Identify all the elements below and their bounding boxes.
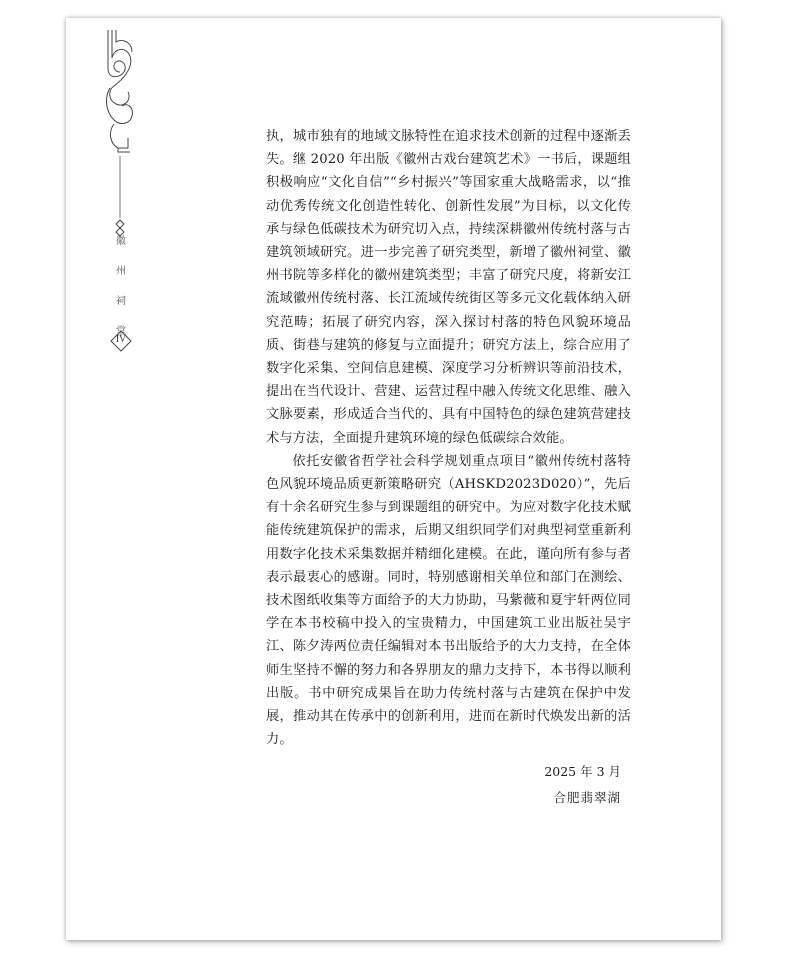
- paragraph-2: 依托安徽省哲学社会科学规划重点项目“徽州传统村落特色风貌环境品质更新策略研究（AHSKD2023D020）”，先后有十余名研究生参与到课题组的研究中。为应对数字化技术赋能传统建筑保护的需求，后期又组织同学们对典型祠堂重新利用数字化技术采集数据并精细化建模。在此，谨向所有参与者表示最衷心的感谢。同时，特别感谢相关单位和部门在测绘、技术图纸收集等方面给予的大力协助，马紫薇和夏宇轩两位同学在本书校稿中投入的宝贵精力，中国建筑工业出版社吴宇江、陈夕涛两位责任编辑对本书出版给予的大力支持，在全体师生坚持不懈的努力和各界朋友的鼎力支持下，本书得以顺利出版。书中研究成果旨在助力传统村落与古建筑在保护中发展，推动其在传承中的创新利用，进而在新时代焕发出新的活力。: [266, 453, 631, 748]
- body-text: [266, 125, 631, 751]
- signature-date: 2025 年 3 月: [544, 764, 621, 779]
- runner-char-2: 州: [116, 266, 126, 277]
- paragraph-1: 执，城市独有的地域文脉特性在追求技术创新的过程中逐渐丢失。继 2020 年出版《徽州古戏台建筑艺术》一书后，课题组积极响应“文化自信”“乡村振兴”等国家重大战略需求，以“推动优秀传统文化创造性转化、创新性发展”为目标，以文化传承与绿色低碳技术为研究切入点，持续深耕徽州传统村落与古建筑领域研究。进一步完善了研究类型，新增了徽州祠堂、徽州书院等多样化的徽州建筑类型；丰富了研究尺度，将新安江流域徽州传统村落、长江流域传统街区等多元文化载体纳入研究范畴；拓展了研究内容，深入探讨村落的特色风貌环境品质、街巷与建筑的修复与立面提升；研究方法上，综合应用了数字化采集、空间信息建模、深度学习分析辨识等前沿技术，提出在当代设计、营建、运营过程中融入传统文化思维、融入文脉要素，形成适合当代的、具有中国特色的绿色建筑营建技术与方法，全面提升建筑环境的绿色低碳综合效能。: [266, 129, 631, 446]
- book-page: [66, 18, 721, 940]
- signature-place: 合肥翡翠湖: [553, 790, 621, 805]
- runner-char-3: 祠: [116, 296, 126, 307]
- page-number-badge: [110, 330, 132, 352]
- runner-char-4: 堂: [116, 326, 126, 337]
- page-number: IV: [115, 334, 127, 345]
- runner-char-1: 徽: [116, 236, 126, 247]
